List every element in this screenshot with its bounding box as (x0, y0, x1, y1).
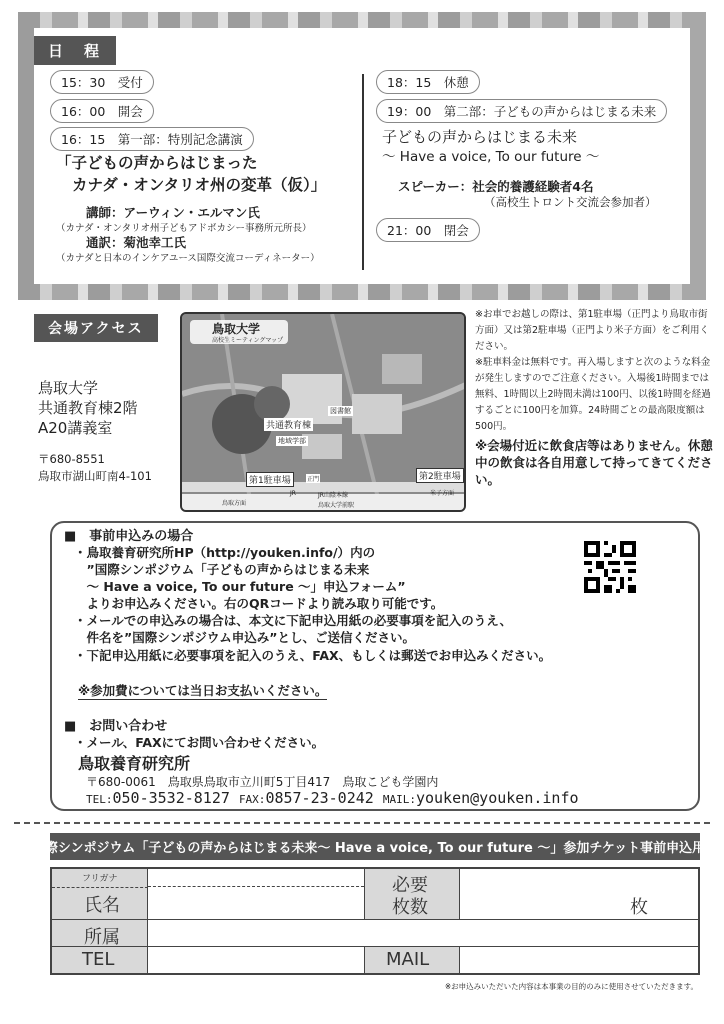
application-box (50, 521, 700, 811)
schedule-item: 16：15 第一部：特別記念講演 (50, 127, 254, 151)
furigana-label: フリガナ (82, 874, 118, 884)
name-label: 氏名 (84, 895, 120, 916)
furigana-field[interactable] (148, 869, 364, 887)
org-address: 〒680-0061 鳥取県鳥取市立川町5丁目417 鳥取こども学園内 (86, 775, 439, 789)
schedule-item: 18：15 休憩 (376, 70, 480, 94)
apply-line: ・鳥取養育研究所HP（http://youken.info/）内の (74, 545, 376, 560)
map-label-jr: JR (290, 490, 296, 497)
apply-line: ・下記申込用紙に必要事項を記入のうえ、FAX、もしくは郵送でお申込みください。 (74, 648, 552, 663)
note-food: ※会場付近に飲食店等はありません。休憩中の飲食は各自用意して持ってきてください。 (475, 438, 713, 487)
map-label-building: 共通教育棟 (264, 418, 313, 431)
mail-label: MAIL: (382, 793, 416, 806)
tel-label: TEL: (86, 793, 113, 806)
contact-details (86, 789, 579, 807)
part2-subtitle: ～ Have a voice, To our future ～ (382, 149, 600, 165)
tel-number: 050-3532-8127 (112, 789, 230, 807)
postal-code: 〒680-8551 (38, 452, 105, 466)
affiliation-field[interactable] (148, 919, 698, 947)
contact-heading: ■ お問い合わせ (64, 719, 168, 734)
required-label-1: 必要 (392, 875, 428, 896)
map-label-library: 図書館 (330, 407, 351, 415)
schedule-heading: 日 程 (34, 36, 116, 65)
access-notes (475, 307, 713, 488)
quantity-field[interactable] (460, 869, 698, 919)
apply-line: ～ Have a voice, To our future ～」申込フォーム” (74, 579, 406, 594)
schedule-item: 15：30 受付 (50, 70, 154, 94)
tel-label: TEL (82, 949, 115, 970)
form-title: 国際シンポジウム「子どもの声からはじまる未来～ Have a voice, To our future ～」参加チケット事前申込用紙 (50, 833, 700, 860)
contact-line: ・メール、FAXにてお問い合わせください。 (74, 735, 325, 750)
campus-map (180, 312, 466, 512)
speaker-label: 講師：アーウィン・エルマン氏 (86, 205, 260, 220)
apply-line: ”国際シンポジウム「子どもの声からはじまる未来 (74, 562, 370, 577)
note-parking: ※お車でお越しの際は、第1駐車場（正門より鳥取市街方面）又は第2駐車場（正門より米子方面）をご利用ください。 (475, 309, 710, 352)
part2-speakers-note: （高校生トロント交流会参加者） (484, 195, 657, 209)
fax-label: FAX: (238, 793, 266, 806)
part2-speakers: スピーカー：社会的養護経験者4名 (398, 179, 594, 194)
map-subtitle: 高校生ミーティングマップ (212, 337, 284, 344)
lecture-title-line1: 「子どもの声からはじまった (56, 154, 258, 172)
apply-heading: ■ 事前申込みの場合 (64, 529, 194, 544)
affiliation-label: 所属 (84, 927, 120, 948)
venue-name (38, 378, 138, 438)
schedule-item: 19：00 第二部：子どもの声からはじまる未来 (376, 99, 667, 123)
unit-label: 枚 (630, 897, 648, 918)
fee-note: ※参加費については当日お支払いください。 (78, 683, 328, 698)
org-name: 鳥取養育研究所 (78, 754, 191, 773)
venue-line: A20講義室 (38, 419, 113, 437)
ticket-form (50, 867, 700, 975)
speaker-affiliation: （カナダ・オンタリオ州子どもアドボカシー事務所元所長） (56, 223, 312, 234)
map-label-parking2: 第2駐車場 (416, 468, 464, 483)
street-address: 鳥取市湖山町南4-101 (38, 469, 152, 483)
part2-title: 子どもの声からはじまる未来 (382, 128, 578, 146)
apply-line: 件名を”国際シンポジウム申込み”とし、ご送信ください。 (74, 630, 415, 645)
mail-field[interactable] (460, 947, 698, 973)
required-label-2: 枚数 (392, 897, 428, 918)
form-footnote: ※お申込みいただいた内容は本事業の目的のみに使用させていただきます。 (444, 982, 698, 991)
qr-code-icon (584, 541, 636, 593)
access-heading: 会場アクセス (34, 314, 158, 342)
map-label-station: 鳥取大学前駅 (318, 502, 355, 509)
map-label-rail: JR山陰本線 (318, 492, 348, 499)
venue-address (38, 451, 152, 485)
apply-line: ・メールでの申込みの場合は、本文に下記申込用紙の必要事項を記入のうえ、 (74, 613, 513, 628)
qr-code[interactable] (584, 541, 636, 593)
mail-label: MAIL (386, 949, 430, 970)
tel-field[interactable] (148, 947, 364, 973)
map-label-dept: 地域学部 (278, 437, 306, 445)
mail-address: youken@youken.info (415, 789, 579, 807)
interpreter-label: 通訳：菊池幸工氏 (86, 235, 187, 250)
schedule-divider (362, 74, 364, 270)
map-label-dir-left: 鳥取方面 (222, 500, 247, 507)
apply-line: よりお申込みください。右のQRコードより読み取り可能です。 (74, 596, 444, 611)
interpreter-affiliation: （カナダと日本のインケアユース国際交流コーディネーター） (56, 253, 320, 264)
map-label-gate: 正門 (307, 476, 320, 483)
venue-line: 共通教育棟2階 (38, 399, 138, 417)
note-parking-fee: ※駐車料金は無料です。再入場しますと次のような料金が発生しますのでご注意ください。入場後1時間までは無料、1時間以上2時間未満は100円、以後1時間を経過するごとに100円を加算。24時間ごとの最高限度額は500円。 (475, 357, 711, 432)
map-label-parking1: 第1駐車場 (246, 472, 294, 487)
map-label-dir-right: 米子方面 (430, 490, 455, 497)
schedule-item: 16：00 開会 (50, 99, 154, 123)
lecture-title-line2: カナダ・オンタリオ州の変革（仮）」 (72, 176, 327, 194)
schedule-item-closing: 21：00 閉会 (376, 218, 480, 242)
name-field[interactable] (148, 887, 364, 919)
venue-line: 鳥取大学 (38, 379, 99, 397)
cut-line (14, 822, 710, 824)
map-title: 鳥取大学 (212, 322, 261, 336)
fax-number: 0857-23-0242 (265, 789, 374, 807)
furigana-divider (52, 887, 148, 888)
